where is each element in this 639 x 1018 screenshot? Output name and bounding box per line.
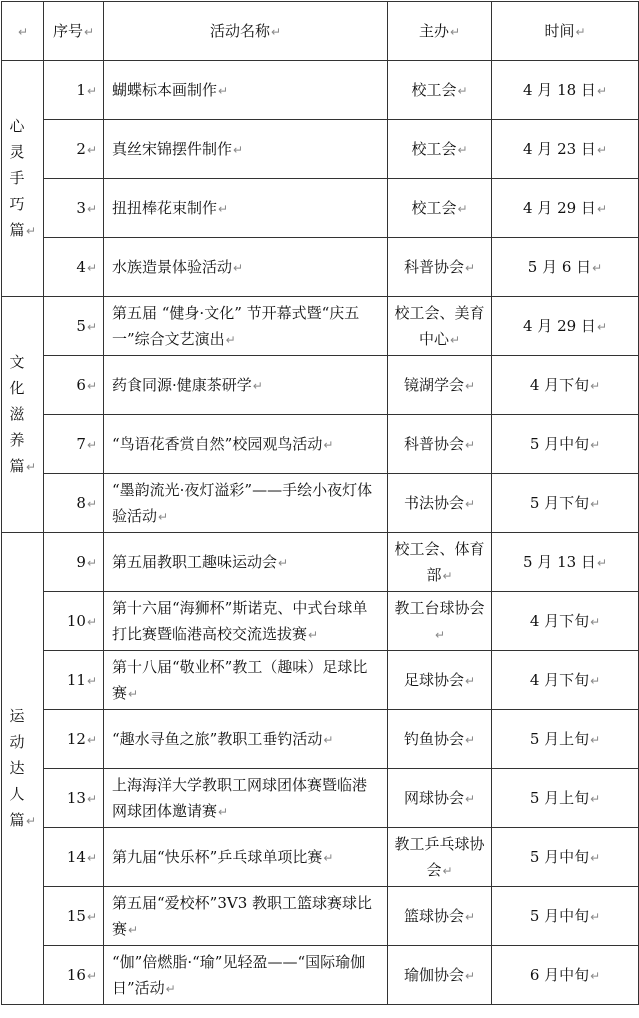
organizer-cell — [388, 710, 492, 769]
activity-time: 4 月下旬 — [529, 670, 590, 689]
paragraph-mark-icon: ↵ — [464, 437, 476, 452]
activity-name-cell — [104, 533, 388, 592]
header-blank-cell — [2, 2, 44, 61]
row-index: 3 — [76, 198, 86, 217]
header-index: 序号↵ — [44, 2, 104, 61]
paragraph-mark-icon: ↵ — [457, 201, 468, 216]
paragraph-mark-icon: ↵ — [464, 909, 476, 924]
paragraph-mark-icon: ↵ — [590, 850, 601, 865]
paragraph-mark-icon: ↵ — [25, 814, 37, 828]
row-index-cell — [44, 120, 104, 179]
organizer: 校工会 — [411, 139, 457, 158]
activity-name-cell — [104, 710, 388, 769]
organizer-cell — [388, 533, 492, 592]
activity-name-cell — [104, 61, 388, 120]
activity-name-cell — [104, 120, 388, 179]
row-index-cell — [44, 710, 104, 769]
organizer: 镜湖学会 — [403, 375, 464, 394]
activity-name: 蝴蝶标本画制作 — [112, 80, 218, 99]
activity-name: 第五届教职工趣味运动会 — [112, 552, 278, 571]
paragraph-mark-icon: ↵ — [86, 673, 97, 688]
row-index: 10 — [66, 611, 86, 630]
activity-name: “墨韵流光·夜灯溢彩”——手绘小夜灯体验活动 — [112, 480, 373, 525]
activity-name-cell — [104, 887, 388, 946]
paragraph-mark-icon: ↵ — [323, 850, 334, 865]
paragraph-mark-icon: ↵ — [590, 909, 601, 924]
category-label: 运动达人篇 — [9, 707, 25, 829]
activity-name-cell — [104, 769, 388, 828]
paragraph-mark-icon: ↵ — [590, 968, 601, 983]
paragraph-mark-icon: ↵ — [86, 378, 97, 393]
organizer-cell — [388, 651, 492, 710]
paragraph-mark-icon: ↵ — [86, 968, 97, 983]
organizer: 网球协会 — [403, 788, 464, 807]
table-row — [2, 710, 639, 769]
activity-time-cell — [492, 887, 639, 946]
table-row — [2, 651, 639, 710]
activity-name-cell — [104, 179, 388, 238]
activity-time: 4 月 18 日 — [523, 80, 596, 99]
table-row — [2, 61, 639, 120]
activity-time-cell — [492, 710, 639, 769]
category-label: 心灵手巧篇 — [9, 117, 25, 239]
activity-time-cell — [492, 415, 639, 474]
activity-time: 4 月下旬 — [529, 375, 590, 394]
activity-time: 6 月中旬 — [529, 965, 590, 984]
paragraph-mark-icon: ↵ — [25, 460, 37, 474]
paragraph-mark-icon: ↵ — [442, 568, 453, 583]
paragraph-mark-icon: ↵ — [86, 909, 97, 924]
row-index: 13 — [66, 788, 86, 807]
paragraph-mark-icon: ↵ — [464, 378, 476, 393]
activity-name-cell — [104, 592, 388, 651]
row-index-cell — [44, 61, 104, 120]
row-index: 14 — [66, 847, 86, 866]
paragraph-mark-icon: ↵ — [83, 24, 95, 39]
paragraph-mark-icon: ↵ — [596, 319, 607, 334]
paragraph-mark-icon: ↵ — [449, 24, 461, 39]
activity-name-cell — [104, 415, 388, 474]
organizer-cell — [388, 238, 492, 297]
category-cell — [2, 61, 44, 297]
paragraph-mark-icon: ↵ — [590, 437, 601, 452]
paragraph-mark-icon: ↵ — [434, 627, 446, 642]
organizer: 校工会、美育中心 — [394, 303, 485, 348]
paragraph-mark-icon: ↵ — [128, 686, 139, 701]
organizer: 科普协会 — [403, 257, 464, 276]
paragraph-mark-icon: ↵ — [590, 614, 601, 629]
activity-time-cell — [492, 474, 639, 533]
activity-name-cell — [104, 474, 388, 533]
paragraph-mark-icon: ↵ — [596, 201, 607, 216]
header-activity: 活动名称↵ — [104, 2, 388, 61]
organizer-cell — [388, 356, 492, 415]
activity-time: 5 月 6 日 — [527, 257, 592, 276]
paragraph-mark-icon: ↵ — [252, 378, 263, 393]
paragraph-mark-icon: ↵ — [464, 673, 476, 688]
paragraph-mark-icon: ↵ — [165, 981, 176, 996]
row-index-cell — [44, 946, 104, 1005]
paragraph-mark-icon: ↵ — [86, 496, 97, 511]
row-index: 11 — [66, 670, 86, 689]
paragraph-mark-icon: ↵ — [457, 142, 468, 157]
activity-time: 4 月 23 日 — [523, 139, 596, 158]
organizer: 教工台球协会 — [394, 598, 485, 617]
paragraph-mark-icon: ↵ — [86, 83, 97, 98]
row-index-cell — [44, 356, 104, 415]
organizer: 书法协会 — [403, 493, 464, 512]
activity-time-cell — [492, 356, 639, 415]
paragraph-mark-icon: ↵ — [128, 922, 139, 937]
row-index-cell — [44, 769, 104, 828]
table-row — [2, 179, 639, 238]
activity-time: 5 月上旬 — [529, 729, 590, 748]
paragraph-mark-icon: ↵ — [233, 260, 244, 275]
activity-name-cell — [104, 946, 388, 1005]
activity-name: 第九届“快乐杯”乒乓球单项比赛 — [112, 847, 323, 866]
organizer-cell — [388, 474, 492, 533]
organizer-cell — [388, 946, 492, 1005]
row-index: 4 — [76, 257, 86, 276]
row-index: 9 — [76, 552, 86, 571]
paragraph-mark-icon: ↵ — [596, 555, 607, 570]
row-index: 7 — [76, 434, 86, 453]
activity-name: “趣水寻鱼之旅”教职工垂钓活动 — [112, 729, 323, 748]
activity-time: 5 月下旬 — [529, 493, 590, 512]
table-row — [2, 356, 639, 415]
activity-name: 第十八届“敬业杯”教工（趣味）足球比赛 — [112, 657, 368, 702]
paragraph-mark-icon: ↵ — [449, 332, 461, 347]
paragraph-mark-icon: ↵ — [218, 201, 229, 216]
activity-time-cell — [492, 651, 639, 710]
activity-name-cell — [104, 651, 388, 710]
activity-time-cell — [492, 297, 639, 356]
paragraph-mark-icon: ↵ — [86, 850, 97, 865]
row-index: 12 — [66, 729, 86, 748]
table-row — [2, 415, 639, 474]
paragraph-mark-icon: ↵ — [457, 83, 468, 98]
activity-time-cell — [492, 828, 639, 887]
activity-time: 4 月 29 日 — [523, 316, 596, 335]
category-cell — [2, 533, 44, 1005]
paragraph-mark-icon: ↵ — [233, 142, 244, 157]
row-index-cell — [44, 592, 104, 651]
paragraph-mark-icon: ↵ — [590, 378, 601, 393]
paragraph-mark-icon: ↵ — [86, 732, 97, 747]
paragraph-mark-icon: ↵ — [575, 24, 586, 39]
row-index-cell — [44, 415, 104, 474]
paragraph-mark-icon: ↵ — [86, 201, 97, 216]
paragraph-mark-icon: ↵ — [323, 732, 334, 747]
table-row — [2, 533, 639, 592]
row-index-cell — [44, 474, 104, 533]
paragraph-mark-icon: ↵ — [278, 555, 289, 570]
activity-name: 药食同源·健康茶研学 — [112, 375, 252, 394]
activity-time: 5 月中旬 — [529, 847, 590, 866]
activity-time: 5 月中旬 — [529, 434, 590, 453]
paragraph-mark-icon: ↵ — [596, 142, 607, 157]
table-row — [2, 474, 639, 533]
paragraph-mark-icon: ↵ — [17, 24, 29, 39]
row-index-cell — [44, 238, 104, 297]
paragraph-mark-icon: ↵ — [270, 24, 282, 39]
table-row — [2, 238, 639, 297]
row-index: 16 — [66, 965, 86, 984]
paragraph-mark-icon: ↵ — [308, 627, 319, 642]
table-row — [2, 769, 639, 828]
organizer: 校工会、体育部 — [394, 539, 485, 584]
activity-time: 5 月上旬 — [529, 788, 590, 807]
organizer-cell — [388, 592, 492, 651]
activity-name-cell — [104, 356, 388, 415]
paragraph-mark-icon: ↵ — [86, 142, 97, 157]
paragraph-mark-icon: ↵ — [218, 804, 229, 819]
activity-name: 第五届 “健身·文化” 节开幕式暨“庆五一”综合文艺演出 — [112, 303, 360, 348]
row-index-cell — [44, 179, 104, 238]
activity-name: 上海海洋大学教职工网球团体赛暨临港网球团体邀请赛 — [112, 775, 368, 820]
table-row — [2, 120, 639, 179]
activity-time-cell — [492, 120, 639, 179]
paragraph-mark-icon: ↵ — [86, 319, 97, 334]
activity-name: 第十六届“海狮杯”斯诺克、中式台球单打比赛暨临港高校交流选拔赛 — [112, 598, 368, 643]
activity-name-cell — [104, 238, 388, 297]
activity-time-cell — [492, 533, 639, 592]
paragraph-mark-icon: ↵ — [442, 863, 453, 878]
activity-time-cell — [492, 946, 639, 1005]
paragraph-mark-icon: ↵ — [86, 791, 97, 806]
paragraph-mark-icon: ↵ — [590, 791, 601, 806]
activity-name-cell — [104, 297, 388, 356]
paragraph-mark-icon: ↵ — [86, 555, 97, 570]
activity-name: 水族造景体验活动 — [112, 257, 233, 276]
row-index: 5 — [76, 316, 86, 335]
activity-time-cell — [492, 592, 639, 651]
row-index: 15 — [66, 906, 86, 925]
paragraph-mark-icon: ↵ — [590, 732, 601, 747]
paragraph-mark-icon: ↵ — [86, 437, 97, 452]
organizer: 钓鱼协会 — [403, 729, 464, 748]
organizer-cell — [388, 297, 492, 356]
row-index-cell — [44, 651, 104, 710]
table-body — [2, 2, 639, 1005]
activity-name-cell — [104, 828, 388, 887]
row-index-cell — [44, 297, 104, 356]
activity-time-cell — [492, 238, 639, 297]
paragraph-mark-icon: ↵ — [464, 968, 476, 983]
paragraph-mark-icon: ↵ — [464, 260, 476, 275]
activity-name: “伽”倍燃脂·“瑜”见轻盈——“国际瑜伽日”活动 — [112, 952, 366, 997]
row-index: 8 — [76, 493, 86, 512]
organizer-cell — [388, 887, 492, 946]
table-row — [2, 946, 639, 1005]
organizer-cell — [388, 120, 492, 179]
paragraph-mark-icon: ↵ — [590, 496, 601, 511]
paragraph-mark-icon: ↵ — [464, 496, 476, 511]
activity-time-cell — [492, 61, 639, 120]
organizer-cell — [388, 61, 492, 120]
organizer: 校工会 — [411, 198, 457, 217]
paragraph-mark-icon: ↵ — [158, 509, 169, 524]
table-row — [2, 297, 639, 356]
paragraph-mark-icon: ↵ — [464, 791, 476, 806]
paragraph-mark-icon: ↵ — [596, 83, 607, 98]
paragraph-mark-icon: ↵ — [464, 732, 476, 747]
header-organizer: 主办↵ — [388, 2, 492, 61]
paragraph-mark-icon: ↵ — [592, 260, 603, 275]
paragraph-mark-icon: ↵ — [25, 224, 37, 238]
organizer: 瑜伽协会 — [403, 965, 464, 984]
row-index: 2 — [76, 139, 86, 158]
activity-time: 4 月 29 日 — [523, 198, 596, 217]
organizer: 校工会 — [411, 80, 457, 99]
activity-name: 真丝宋锦摆件制作 — [112, 139, 233, 158]
activity-time: 5 月 13 日 — [523, 552, 596, 571]
activity-table — [1, 1, 639, 1005]
row-index-cell — [44, 533, 104, 592]
organizer-cell — [388, 415, 492, 474]
paragraph-mark-icon: ↵ — [218, 83, 229, 98]
activity-name: 第五届“爱校杯”3V3 教职工篮球赛球比赛 — [112, 893, 373, 938]
row-index: 1 — [76, 80, 86, 99]
paragraph-mark-icon: ↵ — [86, 614, 97, 629]
organizer: 科普协会 — [403, 434, 464, 453]
organizer: 足球协会 — [403, 670, 464, 689]
header-time: 时间↵ — [492, 2, 639, 61]
activity-time: 4 月下旬 — [529, 611, 590, 630]
activity-time-cell — [492, 769, 639, 828]
organizer: 篮球协会 — [403, 906, 464, 925]
activity-time: 5 月中旬 — [529, 906, 590, 925]
activity-name: “鸟语花香赏自然”校园观鸟活动 — [112, 434, 323, 453]
table-row — [2, 828, 639, 887]
activity-name: 扭扭棒花束制作 — [112, 198, 218, 217]
activity-time-cell — [492, 179, 639, 238]
row-index: 6 — [76, 375, 86, 394]
header-row — [2, 2, 639, 61]
organizer-cell — [388, 828, 492, 887]
organizer-cell — [388, 769, 492, 828]
row-index-cell — [44, 887, 104, 946]
row-index-cell — [44, 828, 104, 887]
paragraph-mark-icon: ↵ — [86, 260, 97, 275]
category-cell — [2, 297, 44, 533]
paragraph-mark-icon: ↵ — [590, 673, 601, 688]
organizer-cell — [388, 179, 492, 238]
organizer: 教工乒乓球协会 — [394, 834, 485, 879]
table-row — [2, 887, 639, 946]
paragraph-mark-icon: ↵ — [225, 332, 236, 347]
category-label: 文化滋养篇 — [9, 353, 25, 475]
paragraph-mark-icon: ↵ — [323, 437, 334, 452]
table-row — [2, 592, 639, 651]
